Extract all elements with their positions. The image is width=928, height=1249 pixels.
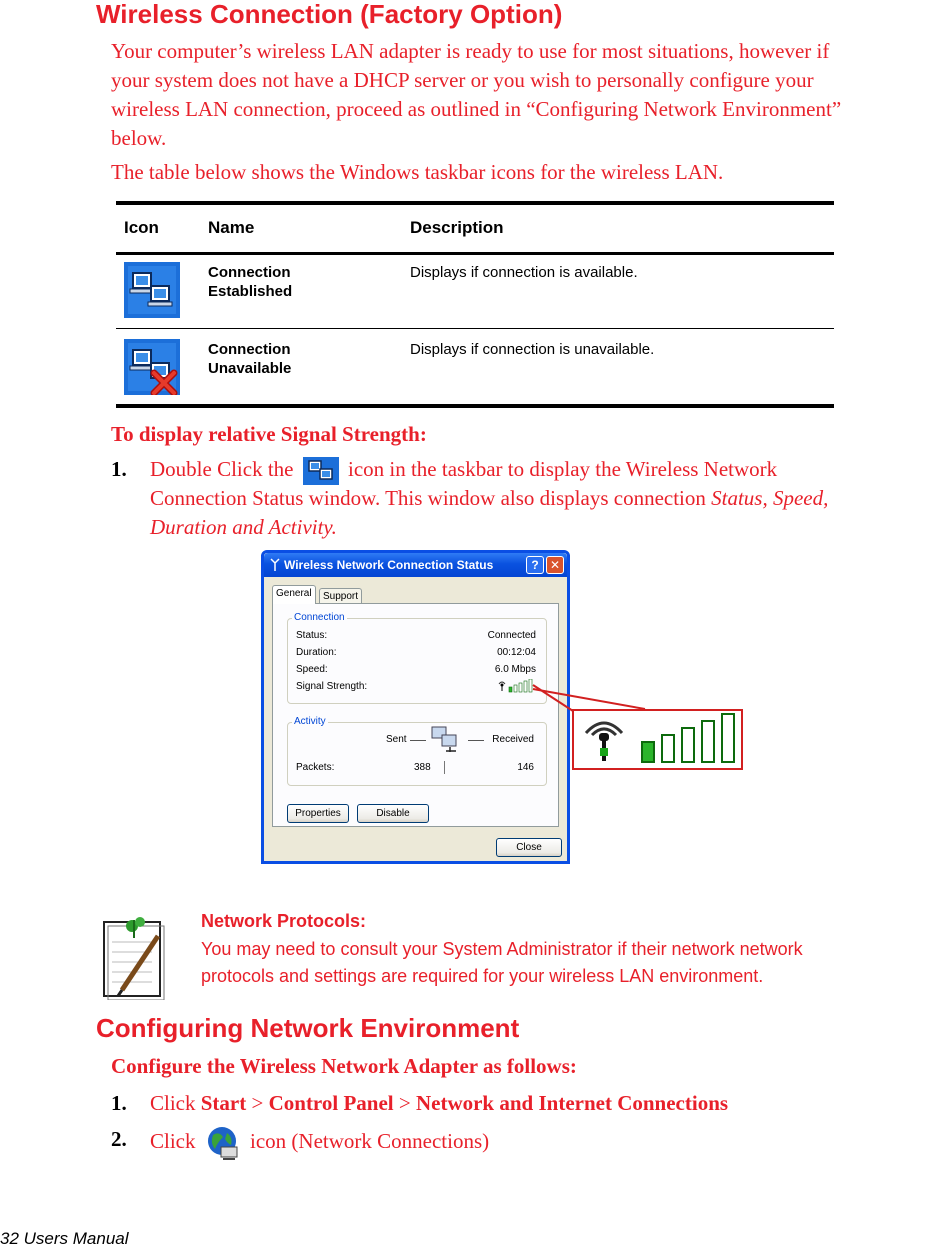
speed-label: Speed: [296,664,328,675]
step2-post: icon (Network Connections) [250,1128,490,1153]
step1-sep2: > [393,1091,416,1115]
dialog-help-button[interactable]: ? [526,556,544,574]
section-title: Wireless Connection (Factory Option) [96,0,563,29]
intro-line-2: your system does not have a DHCP server or you wish to personally configure your [111,68,814,92]
signal-strength-label: Signal Strength: [296,681,368,692]
intro-line-1: Your computer’s wireless LAN adapter is ready to use for most situations, however if [111,39,830,63]
signal-step-post: icon in the taskbar to display the Wireless Network [347,457,778,481]
dialog-antenna-icon [269,558,281,572]
dialog-title: Wireless Network Connection Status [284,558,494,572]
row2-name-line1: Connection [208,341,291,358]
page-footer: 32 Users Manual [0,1229,129,1248]
table-intro: The table below shows the Windows taskbar icons for the wireless LAN. [111,160,724,184]
duration-value: 00:12:04 [497,647,536,658]
step2-number: 2. [111,1127,127,1151]
col-header-description: Description [410,218,504,237]
signal-step-line3 [150,513,337,542]
speed-value: 6.0 Mbps [494,664,536,675]
step1-number: 1. [111,1091,127,1115]
note-notepad-icon [100,912,170,1000]
signal-step-line2-italic: Status, Speed, [711,486,829,510]
zoom-bar-3 [682,728,694,762]
note-text [201,936,803,990]
step1-text [150,1089,728,1118]
signal-step-line1 [150,455,777,485]
note-line-2: protocols and settings are required for your wireless LAN environment. [201,966,764,986]
step1-start: Start [200,1091,247,1115]
intro-paragraph [111,37,928,153]
row2-name-line2: Unavailable [208,360,292,377]
row1-description: Displays if connection is available. [410,264,638,281]
tab-support[interactable]: Support [319,588,362,605]
signal-step-line2 [150,484,828,513]
packets-sent-value: 388 [414,762,431,773]
status-dialog [261,550,570,864]
tab-general[interactable]: General [272,585,316,604]
row1-name-line2: Established [208,283,293,300]
connection-group [287,612,547,704]
table-top-rule [116,201,834,205]
step2-click: Click [150,1128,196,1153]
row1-name [208,263,292,301]
signal-step-line3-italic: Duration and Activity. [150,515,337,539]
zoomed-signal-box [572,709,743,770]
step1-sep1: > [246,1091,269,1115]
step1-click: Click [150,1091,196,1115]
received-label: Received [492,734,534,745]
signal-heading: To display relative Signal Strength: [111,422,427,446]
general-panel [272,603,559,827]
network-connections-globe-icon [205,1125,241,1161]
sent-line [410,740,426,741]
zoom-bar-1 [642,742,654,762]
dialog-titlebar[interactable] [264,553,567,577]
col-header-name: Name [208,218,255,237]
step1-network-connections: Network and Internet Connections [415,1091,729,1115]
signal-step-number: 1. [111,457,127,481]
signal-step-line2-pre: Connection Status window. This window also displays connection [150,486,712,510]
row2-description: Displays if connection is unavailable. [410,341,655,358]
table-bottom-rule [116,404,834,408]
connection-group-label: Connection [294,612,345,623]
zoomed-signal-icon [574,711,741,768]
note-line-1: You may need to consult your System Administrator if their network network [201,939,803,959]
packets-divider [444,761,445,774]
row2-name [208,340,291,378]
received-line [468,740,484,741]
signal-step-pre: Double Click the [150,457,294,481]
packets-received-value: 146 [517,762,534,773]
disable-button[interactable]: Disable [357,804,429,823]
signal-bar-1 [509,687,512,692]
table-header-rule [116,252,834,255]
step2-text [150,1125,489,1161]
close-button[interactable]: Close [496,838,562,857]
activity-group-label: Activity [294,716,326,727]
col-header-icon: Icon [124,218,159,237]
sent-label: Sent [386,734,407,745]
status-value: Connected [487,630,536,641]
zoom-bar-2 [662,735,674,762]
section2-subheading: Configure the Wireless Network Adapter as follows: [111,1054,577,1078]
status-label: Status: [296,630,328,641]
activity-group [287,716,547,786]
zoom-bar-4 [702,721,714,762]
signal-bar-3 [519,683,522,692]
activity-computers-icon [430,725,462,753]
section2-title: Configuring Network Environment [96,1013,520,1043]
signal-bar-2 [514,685,517,692]
packets-label: Packets: [296,762,335,773]
intro-line-3: wireless LAN connection, proceed as outlined in “Configuring Network Environment” [111,97,842,121]
zoom-bar-5 [722,714,734,762]
step1-control-panel: Control Panel [268,1091,394,1115]
network-unavailable-icon [124,339,180,395]
row1-name-line1: Connection [208,264,291,281]
network-connected-icon [124,262,180,318]
note-heading: Network Protocols: [201,911,367,931]
table-row-divider [116,328,834,329]
intro-line-4: below. [111,126,167,150]
properties-button[interactable]: Properties [287,804,349,823]
dialog-close-x-button[interactable]: ✕ [546,556,564,574]
duration-label: Duration: [296,647,337,658]
taskbar-network-icon [303,457,339,485]
